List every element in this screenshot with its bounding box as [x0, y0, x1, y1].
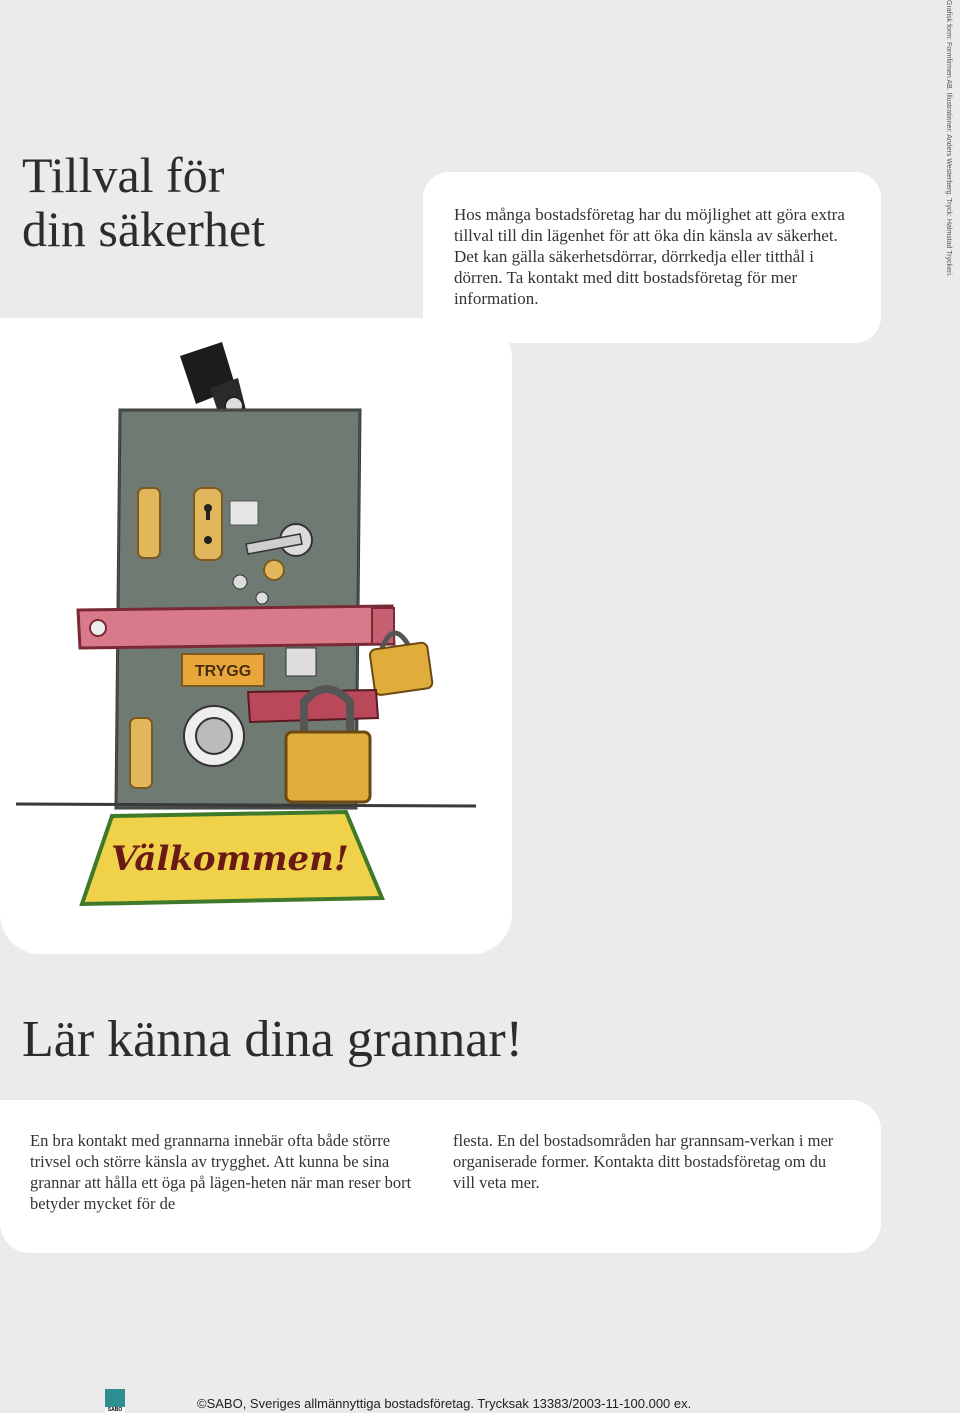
neighbors-text-right: flesta. En del bostadsområden har grannsam-verkan i mer organiserade former. Kontakta ditt bostadsföretag om du vill veta mer. — [453, 1131, 834, 1192]
illustration-card — [0, 318, 512, 954]
door-sign-text: TRYGG — [194, 663, 252, 680]
lock-cylinder-icon — [180, 342, 246, 418]
floor-line — [16, 804, 476, 806]
footer-text: ©SABO, Sveriges allmännyttiga bostadsföretag. Trycksak 13383/2003-11-100.000 ex. — [197, 1396, 692, 1411]
side-credit — [930, 0, 960, 277]
door-illustration — [0, 318, 512, 954]
neighbors-heading: Lär känna dina grannar! — [22, 1011, 523, 1068]
doormat-text: Välkommen! — [111, 839, 349, 879]
doormat-icon — [82, 812, 382, 904]
neighbors-card — [0, 1100, 881, 1253]
intro-text: Hos många bostadsföretag har du möjlighet att göra extra tillval till din lägenhet för att öka din känsla av säkerhet. Det kan gälla säkerhetsdörrar, dörrkedja eller titthål i dörren. Ta kontakt med ditt bostadsföretag för mer information. — [454, 205, 845, 308]
logo-text: SABO — [105, 1407, 125, 1413]
sabo-logo — [105, 1389, 125, 1413]
credit-text: Grafisk form: Formfirmen AB. Illustrationer: Anders Westerberg. Tryck: Halmstad Tryckeri. — [945, 0, 952, 277]
page-title: Tillval för din säkerhet — [22, 147, 265, 257]
security-bar-icon — [78, 606, 394, 648]
neighbors-text-left: En bra kontakt med grannarna innebär ofta både större trivsel och större känsla av trygghet. Att kunna be sina grannar att hålla ett öga på lägen-heten när man reser bort betyder mycket för de — [30, 1131, 412, 1213]
